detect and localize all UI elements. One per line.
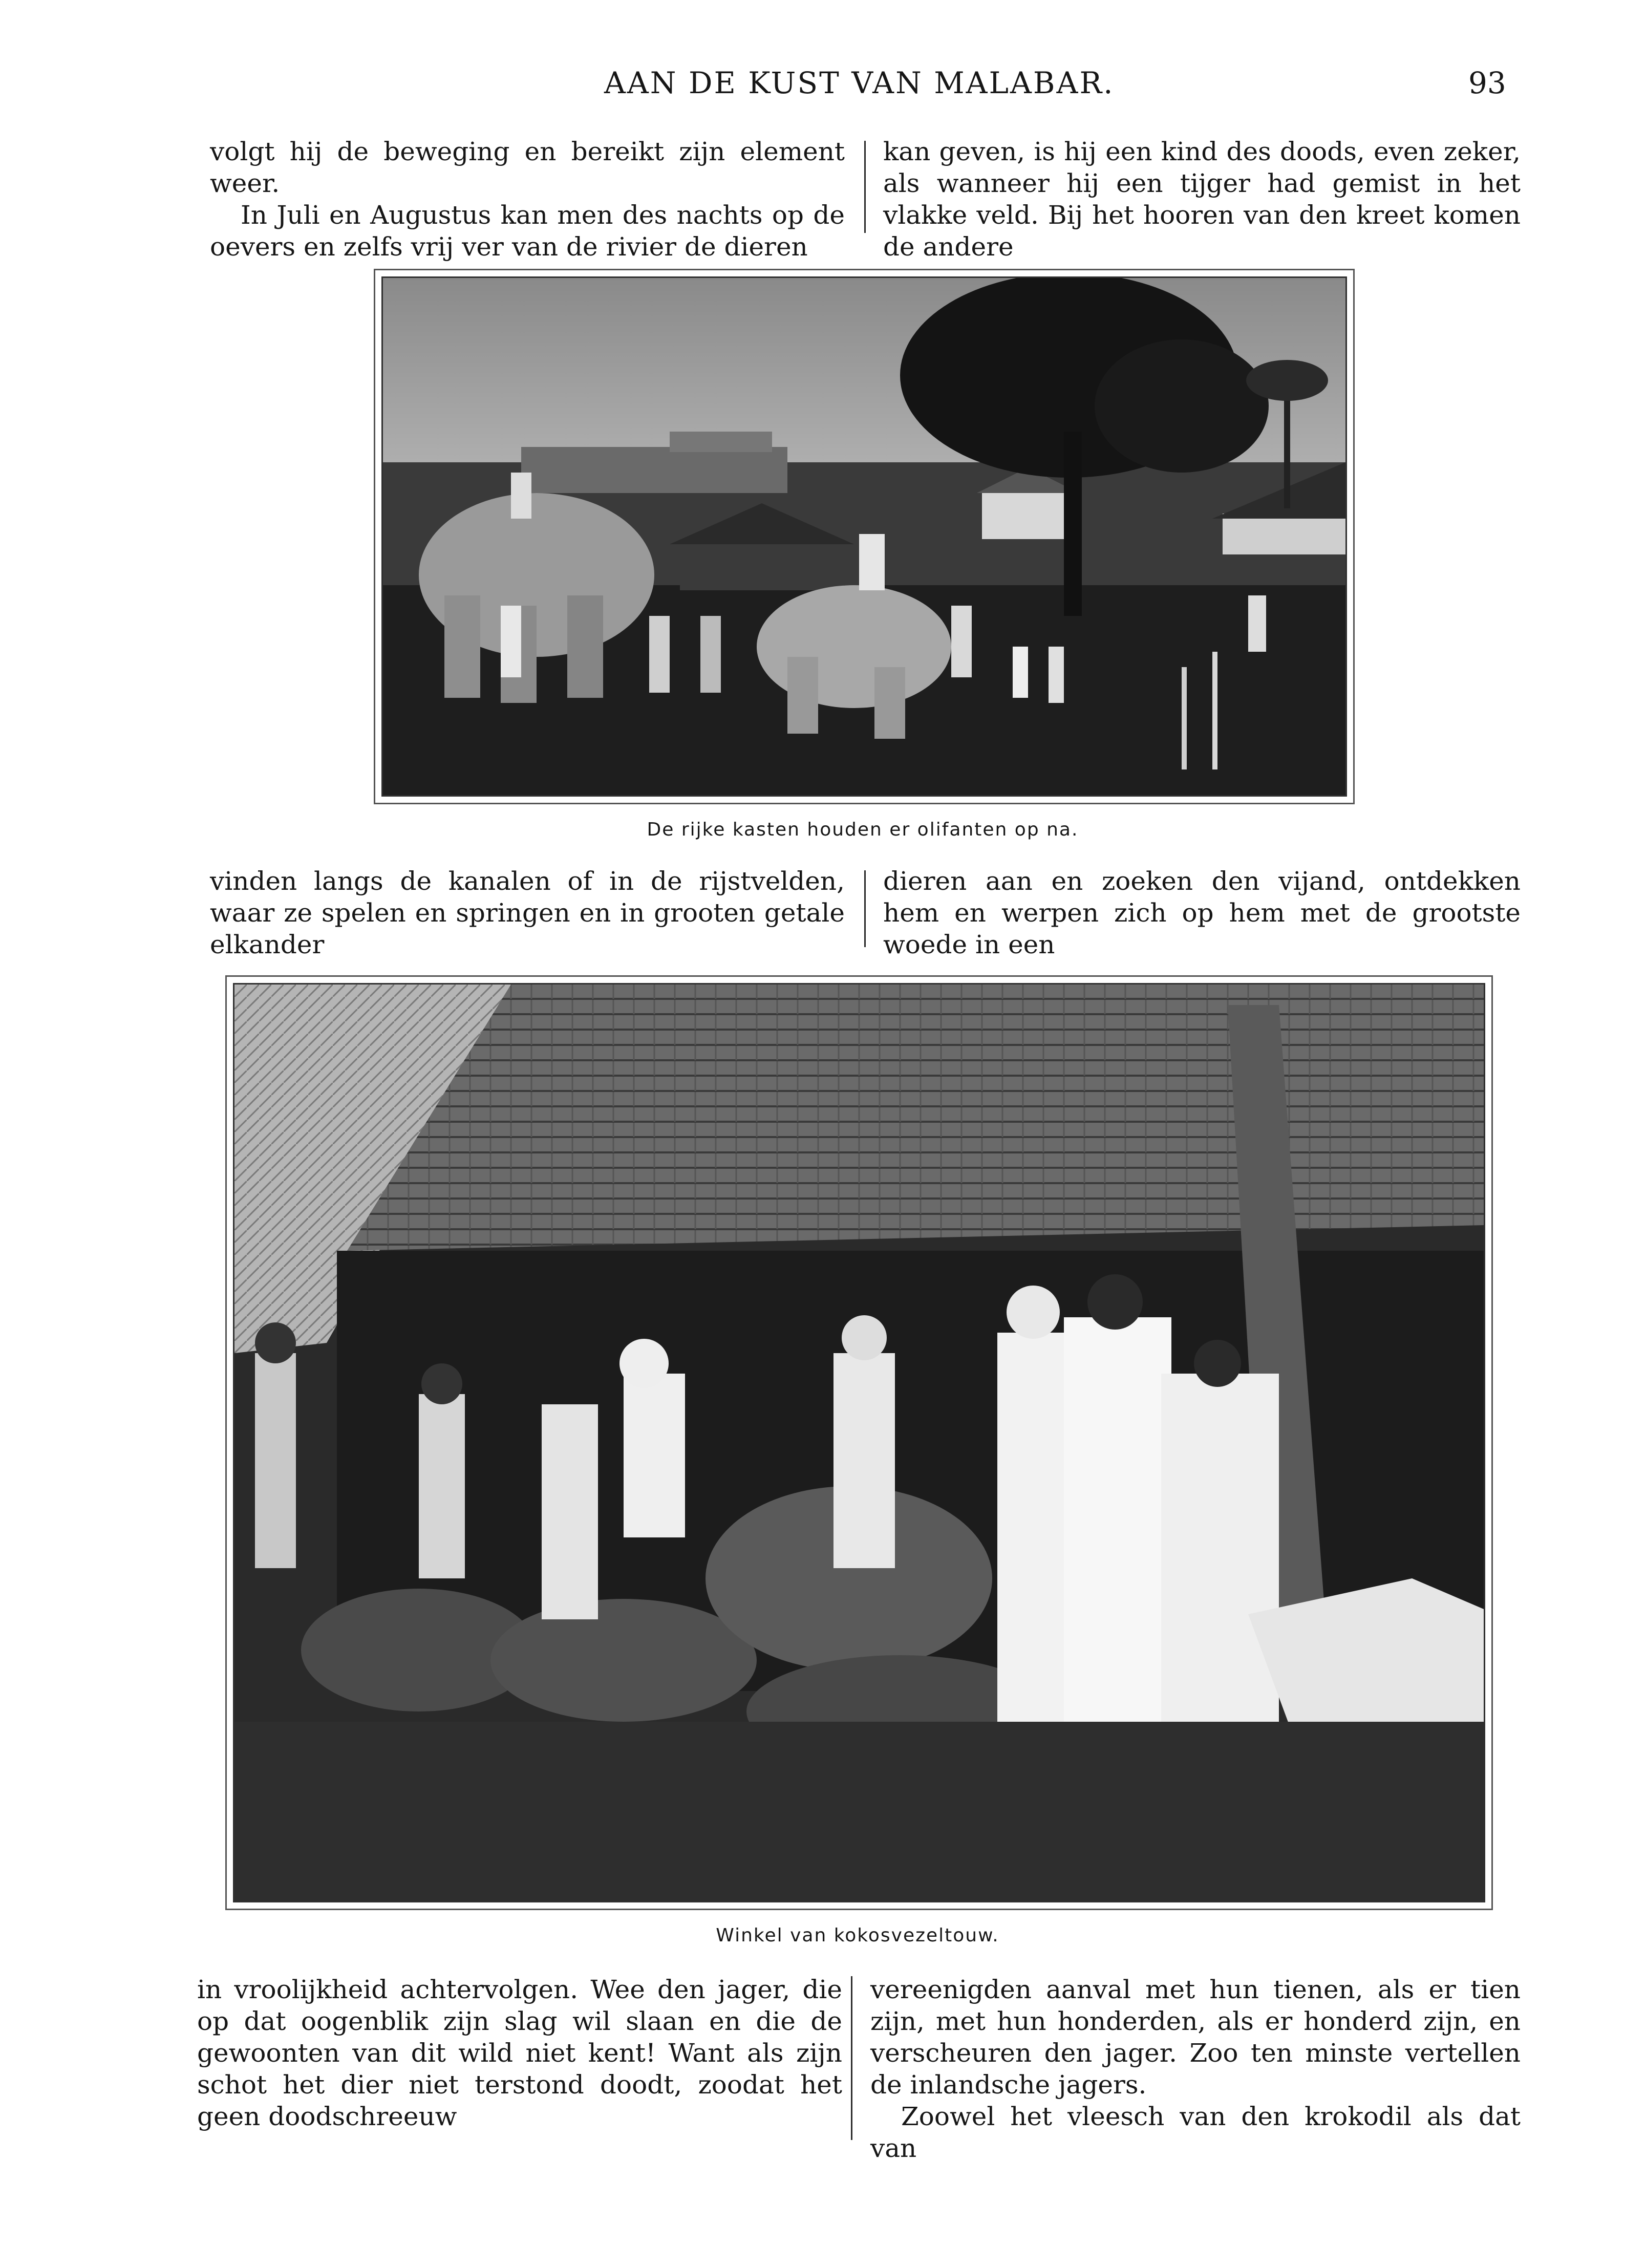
paragraph: vinden langs de kanalen of in de rijstvelden, waar ze spelen en springen en in grooten getale elkander: [210, 866, 845, 959]
caption-coir-shop: Winkel van kokosvezeltouw.: [716, 1925, 999, 1946]
coir-shop-illustration: [234, 985, 1484, 1901]
photo-coir-shop: [233, 983, 1485, 1902]
paragraph: volgt hij de beweging en bereikt zijn element weer.: [210, 137, 845, 198]
paragraph: vereenigden aanval met hun tienen, als er tien zijn, met hun honderden, als er honderd zijn, en verscheuren den jager. Zoo ten minste vertellen de inlandsche jagers.: [870, 1975, 1521, 2100]
column-right-1: [883, 136, 1521, 263]
column-rule: [851, 1976, 852, 2140]
column-left-2: [210, 865, 845, 960]
page-number: 93: [1468, 66, 1506, 100]
column-right-2: [883, 865, 1521, 960]
column-rule: [864, 141, 866, 233]
column-right-3: [870, 1974, 1521, 2164]
caption-elephants: De rijke kasten houden er olifanten op na.: [647, 819, 1079, 840]
paragraph: In Juli en Augustus kan men des nachts op de oevers en zelfs vrij ver van de rivier de dieren: [210, 200, 845, 262]
paragraph: in vroolijkheid achtervolgen. Wee den jager, die op dat oogenblik zijn slag wil slaan en die de gewoonten van dit wild niet kent! Want als zijn schot het dier niet terstond doodt, zoodat het geen doodschreeuw: [197, 1975, 842, 2131]
paragraph: dieren aan en zoeken den vijand, ontdekken hem en werpen zich op hem met de grootste woede in een: [883, 866, 1521, 959]
column-left-3: [197, 1974, 842, 2132]
elephants-illustration: [383, 278, 1345, 795]
column-rule: [864, 870, 866, 947]
paragraph: kan geven, is hij een kind des doods, even zeker, als wanneer hij een tijger had gemist in het vlakke veld. Bij het hooren van den kreet komen de andere: [883, 137, 1521, 262]
paragraph: Zoowel het vleesch van den krokodil als dat van: [870, 2102, 1521, 2163]
photo-elephants: [381, 276, 1347, 797]
column-left-1: [210, 136, 845, 263]
running-head: AAN DE KUST VAN MALABAR.: [604, 66, 1115, 100]
